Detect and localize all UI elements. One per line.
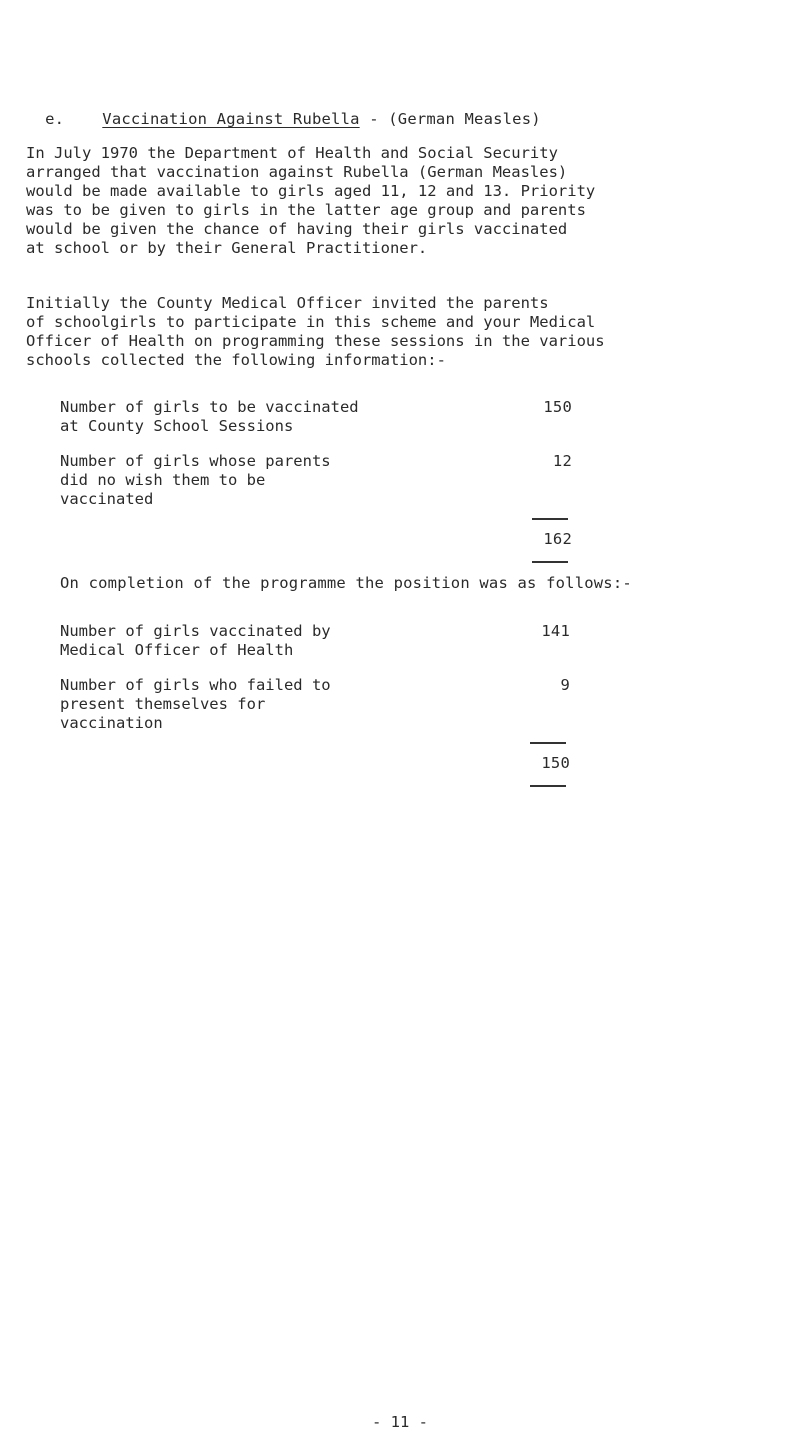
section-letter: e. xyxy=(45,110,65,128)
section-subtitle: - (German Measles) xyxy=(359,110,541,128)
table2-total: 150 xyxy=(541,754,570,772)
section-heading xyxy=(26,92,541,128)
table2-row-label: Number of girls vaccinated by Medical Officer of Health xyxy=(60,622,331,659)
completion-text: On completion of the programme the position was as follows:- xyxy=(60,574,632,592)
total-rule xyxy=(530,742,566,744)
section-title: Vaccination Against Rubella xyxy=(102,110,360,128)
table1-row-label: Number of girls to be vaccinated at County School Sessions xyxy=(60,398,359,435)
total-rule xyxy=(532,518,568,520)
table2-row-value: 141 xyxy=(541,622,570,640)
total-rule xyxy=(532,561,568,563)
table1-total: 162 xyxy=(543,530,572,548)
paragraph-intro: In July 1970 the Department of Health and Social Security arranged that vaccination against Rubella (German Measles) would be made available to girls aged 11, 12 and 13. Priority was to be given to girls in the latter age group and parents would be given the chance of having their girls vaccinated at school or by their General Practitioner. xyxy=(26,144,596,257)
table2-row-label: Number of girls who failed to present themselves for vaccination xyxy=(60,676,331,732)
table1-row-value: 12 xyxy=(552,452,572,470)
paragraph-initially: Initially the County Medical Officer invited the parents of schoolgirls to participate in this scheme and your Medical Officer of Health on programming these sessions in the various schools collected the following information:- xyxy=(26,294,605,369)
page-number: - 11 - xyxy=(372,1413,428,1431)
table1-row-label: Number of girls whose parents did no wish them to be vaccinated xyxy=(60,452,331,508)
total-rule xyxy=(530,785,566,787)
table1-row-value: 150 xyxy=(543,398,572,416)
table2-row-value: 9 xyxy=(560,676,570,694)
